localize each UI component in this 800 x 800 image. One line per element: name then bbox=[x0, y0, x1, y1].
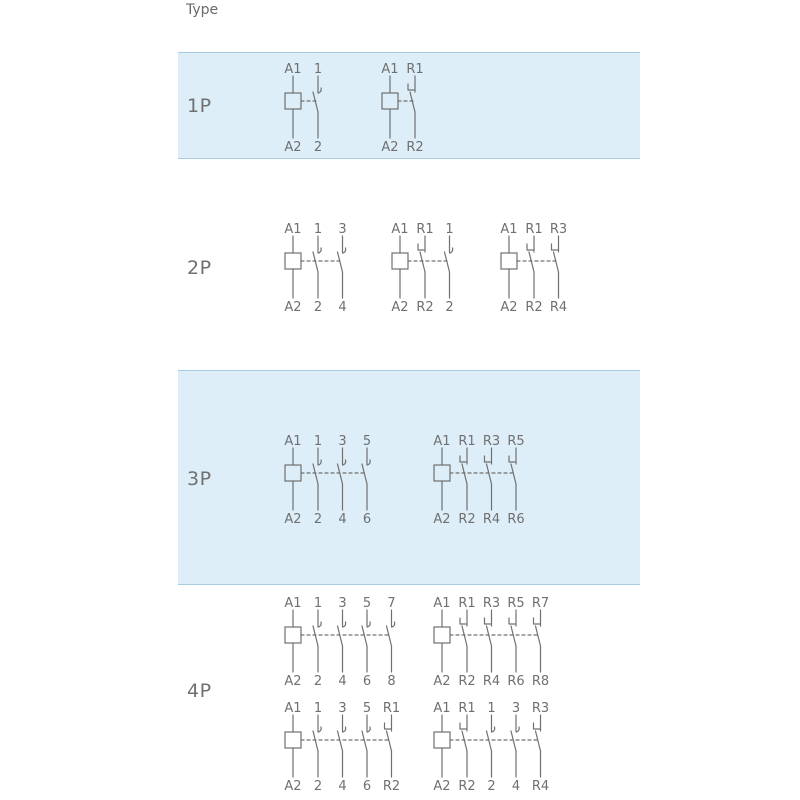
coil-box bbox=[285, 253, 301, 269]
row-label-3p: 3P bbox=[187, 468, 212, 490]
nc-marker bbox=[552, 244, 558, 250]
coil-box bbox=[392, 253, 408, 269]
contact-label-bottom: R2 bbox=[416, 300, 434, 315]
contactor-symbol-3p-2 bbox=[434, 448, 516, 510]
contact-label-top: 1 bbox=[313, 596, 323, 611]
nc-marker bbox=[509, 456, 515, 462]
no-contact bbox=[362, 610, 370, 672]
contact-label-bottom: R2 bbox=[458, 512, 476, 527]
no-contact bbox=[445, 236, 453, 298]
contact-blade bbox=[338, 464, 343, 484]
coil-label-a1: A1 bbox=[500, 222, 518, 237]
no-contact bbox=[362, 448, 370, 510]
contact-blade bbox=[554, 252, 559, 272]
contactor-symbol-1p-1 bbox=[285, 76, 321, 138]
no-contact bbox=[313, 76, 321, 138]
contact-label-top: R1 bbox=[416, 222, 434, 237]
nc-contact bbox=[485, 448, 492, 510]
nc-marker bbox=[408, 84, 414, 90]
coil-label-a1: A1 bbox=[381, 62, 399, 77]
coil-label-a1: A1 bbox=[433, 596, 451, 611]
nc-marker bbox=[418, 244, 424, 250]
contact-label-bottom: 2 bbox=[313, 140, 323, 155]
contact-blade bbox=[313, 252, 318, 272]
contact-label-top: R7 bbox=[531, 596, 550, 611]
nc-contact bbox=[460, 448, 467, 510]
contact-blade bbox=[313, 464, 318, 484]
nc-marker bbox=[534, 723, 540, 729]
contact-label-bottom: R2 bbox=[525, 300, 543, 315]
contact-blade bbox=[445, 252, 450, 272]
contact-label-bottom: 2 bbox=[487, 779, 496, 794]
contact-blade bbox=[511, 464, 516, 484]
contact-label-top: R1 bbox=[458, 434, 476, 449]
nc-contact bbox=[552, 236, 559, 298]
contactor-symbol-2p-3 bbox=[501, 236, 559, 298]
contact-label-top: R3 bbox=[482, 596, 501, 611]
nc-contact bbox=[460, 715, 467, 777]
coil-label-a1: A1 bbox=[284, 596, 302, 611]
contactor-symbol-4p-4 bbox=[434, 715, 541, 777]
coil-label-a2: A2 bbox=[284, 300, 302, 315]
nc-marker bbox=[460, 723, 466, 729]
no-contact bbox=[313, 715, 321, 777]
contact-label-bottom: R4 bbox=[482, 674, 501, 689]
nc-contact bbox=[418, 236, 425, 298]
contact-blade bbox=[487, 731, 492, 751]
contact-label-top: R5 bbox=[507, 434, 525, 449]
contact-label-top: 1 bbox=[313, 62, 323, 77]
no-contact bbox=[362, 715, 370, 777]
row-label-4p: 4P bbox=[187, 680, 212, 702]
contactor-symbol-4p-2 bbox=[434, 610, 541, 672]
coil-label-a1: A1 bbox=[284, 701, 302, 716]
contact-blade bbox=[462, 464, 467, 484]
contact-label-bottom: 2 bbox=[313, 779, 323, 794]
nc-contact bbox=[408, 76, 415, 138]
contact-label-bottom: 2 bbox=[313, 512, 323, 527]
contact-label-bottom: R8 bbox=[531, 674, 550, 689]
nc-marker bbox=[485, 618, 491, 624]
coil-label-a1: A1 bbox=[433, 434, 451, 449]
nc-contact bbox=[385, 715, 392, 777]
no-contact bbox=[338, 610, 346, 672]
no-contact bbox=[338, 715, 346, 777]
contact-blade bbox=[338, 252, 343, 272]
coil-label-a1: A1 bbox=[433, 701, 451, 716]
nc-marker bbox=[385, 723, 391, 729]
coil-box bbox=[434, 465, 450, 481]
no-contact bbox=[338, 236, 346, 298]
contact-label-top: R3 bbox=[531, 701, 550, 716]
contact-blade bbox=[313, 626, 318, 646]
contact-label-top: R1 bbox=[525, 222, 543, 237]
contact-label-top: R3 bbox=[549, 222, 568, 237]
contact-blade bbox=[462, 731, 467, 751]
contact-label-top: 5 bbox=[362, 434, 372, 449]
contact-label-top: 1 bbox=[313, 434, 323, 449]
nc-contact bbox=[534, 610, 541, 672]
no-contact bbox=[313, 610, 321, 672]
contact-blade bbox=[338, 731, 343, 751]
coil-label-a2: A2 bbox=[500, 300, 518, 315]
contact-blade bbox=[387, 731, 392, 751]
contact-label-top: 5 bbox=[362, 596, 372, 611]
no-contact bbox=[313, 448, 321, 510]
contact-blade bbox=[511, 731, 516, 751]
nc-marker bbox=[460, 456, 466, 462]
row-label-2p: 2P bbox=[187, 257, 212, 279]
contact-blade bbox=[410, 92, 415, 112]
contactor-symbol-3p-1 bbox=[285, 448, 370, 510]
contact-label-bottom: R2 bbox=[382, 779, 401, 794]
contact-blade bbox=[387, 626, 392, 646]
contact-label-bottom: 4 bbox=[338, 300, 347, 315]
contact-label-bottom: R4 bbox=[482, 512, 501, 527]
no-contact bbox=[511, 715, 519, 777]
coil-box bbox=[434, 732, 450, 748]
coil-label-a2: A2 bbox=[284, 779, 302, 794]
contact-blade bbox=[462, 626, 467, 646]
contact-label-bottom: R2 bbox=[406, 140, 424, 155]
coil-label-a1: A1 bbox=[284, 62, 302, 77]
contact-label-bottom: R4 bbox=[549, 300, 568, 315]
type-header: Type bbox=[186, 2, 219, 18]
contact-blade bbox=[511, 626, 516, 646]
contact-label-top: 3 bbox=[338, 701, 347, 716]
nc-marker bbox=[509, 618, 515, 624]
nc-contact bbox=[534, 715, 541, 777]
contact-label-top: R1 bbox=[406, 62, 424, 77]
contactor-symbol-4p-1 bbox=[285, 610, 395, 672]
contact-label-top: R3 bbox=[482, 434, 501, 449]
no-contact bbox=[313, 236, 321, 298]
contact-label-top: R1 bbox=[382, 701, 401, 716]
contactor-symbol-2p-1 bbox=[285, 236, 346, 298]
contact-blade bbox=[362, 464, 367, 484]
contact-label-bottom: 2 bbox=[313, 300, 323, 315]
contact-label-top: 3 bbox=[511, 701, 521, 716]
no-contact bbox=[487, 715, 495, 777]
nc-contact bbox=[509, 610, 516, 672]
contact-label-top: 3 bbox=[338, 596, 347, 611]
contact-label-bottom: 2 bbox=[313, 674, 323, 689]
coil-label-a1: A1 bbox=[284, 222, 302, 237]
no-contact bbox=[338, 448, 346, 510]
contact-label-bottom: R2 bbox=[458, 674, 476, 689]
contact-blade bbox=[313, 92, 318, 112]
coil-label-a2: A2 bbox=[433, 512, 451, 527]
contact-blade bbox=[536, 626, 541, 646]
coil-label-a2: A2 bbox=[284, 512, 302, 527]
contact-label-top: R5 bbox=[507, 596, 525, 611]
nc-contact bbox=[485, 610, 492, 672]
contact-label-top: 1 bbox=[445, 222, 454, 237]
nc-contact bbox=[527, 236, 534, 298]
nc-marker bbox=[527, 244, 533, 250]
contact-label-bottom: 6 bbox=[362, 674, 372, 689]
nc-marker bbox=[485, 456, 491, 462]
nc-marker bbox=[460, 618, 466, 624]
contact-blade bbox=[362, 626, 367, 646]
coil-box bbox=[285, 93, 301, 109]
row-label-1p: 1P bbox=[187, 95, 212, 117]
contact-blade bbox=[487, 464, 492, 484]
contact-label-top: 1 bbox=[313, 701, 323, 716]
contact-blade bbox=[338, 626, 343, 646]
contact-label-bottom: R6 bbox=[507, 674, 525, 689]
contact-blade bbox=[536, 731, 541, 751]
coil-box bbox=[434, 627, 450, 643]
contact-blade bbox=[362, 731, 367, 751]
contact-label-top: 3 bbox=[338, 222, 347, 237]
coil-label-a1: A1 bbox=[391, 222, 409, 237]
coil-label-a2: A2 bbox=[433, 779, 451, 794]
coil-box bbox=[285, 627, 301, 643]
coil-box bbox=[285, 732, 301, 748]
contact-blade bbox=[313, 731, 318, 751]
coil-box bbox=[285, 465, 301, 481]
coil-label-a2: A2 bbox=[391, 300, 409, 315]
contactor-symbol-2p-2 bbox=[392, 236, 453, 298]
contact-label-bottom: 4 bbox=[338, 512, 347, 527]
coil-label-a2: A2 bbox=[381, 140, 399, 155]
contact-label-top: 3 bbox=[338, 434, 347, 449]
contact-label-bottom: 6 bbox=[362, 779, 372, 794]
coil-label-a1: A1 bbox=[284, 434, 302, 449]
contactor-symbol-1p-2 bbox=[382, 76, 415, 138]
nc-contact bbox=[460, 610, 467, 672]
contact-label-top: 1 bbox=[313, 222, 323, 237]
coil-label-a2: A2 bbox=[284, 140, 302, 155]
contact-label-bottom: R2 bbox=[458, 779, 476, 794]
contact-label-top: 1 bbox=[487, 701, 496, 716]
contact-label-top: R1 bbox=[458, 701, 476, 716]
coil-label-a2: A2 bbox=[433, 674, 451, 689]
contact-blade bbox=[529, 252, 534, 272]
contact-label-bottom: R4 bbox=[531, 779, 550, 794]
contact-blade bbox=[487, 626, 492, 646]
contact-label-bottom: 4 bbox=[511, 779, 521, 794]
contactor-symbol-4p-3 bbox=[285, 715, 392, 777]
no-contact bbox=[387, 610, 395, 672]
contact-label-bottom: 2 bbox=[445, 300, 454, 315]
contact-label-top: 7 bbox=[387, 596, 396, 611]
coil-label-a2: A2 bbox=[284, 674, 302, 689]
coil-box bbox=[382, 93, 398, 109]
nc-marker bbox=[534, 618, 540, 624]
contact-label-top: R1 bbox=[458, 596, 476, 611]
nc-contact bbox=[509, 448, 516, 510]
contact-label-bottom: R6 bbox=[507, 512, 525, 527]
contact-label-top: 5 bbox=[362, 701, 372, 716]
contact-label-bottom: 4 bbox=[338, 674, 347, 689]
contact-label-bottom: 8 bbox=[387, 674, 396, 689]
coil-box bbox=[501, 253, 517, 269]
contact-blade bbox=[420, 252, 425, 272]
contact-label-bottom: 4 bbox=[338, 779, 347, 794]
contact-label-bottom: 6 bbox=[362, 512, 372, 527]
